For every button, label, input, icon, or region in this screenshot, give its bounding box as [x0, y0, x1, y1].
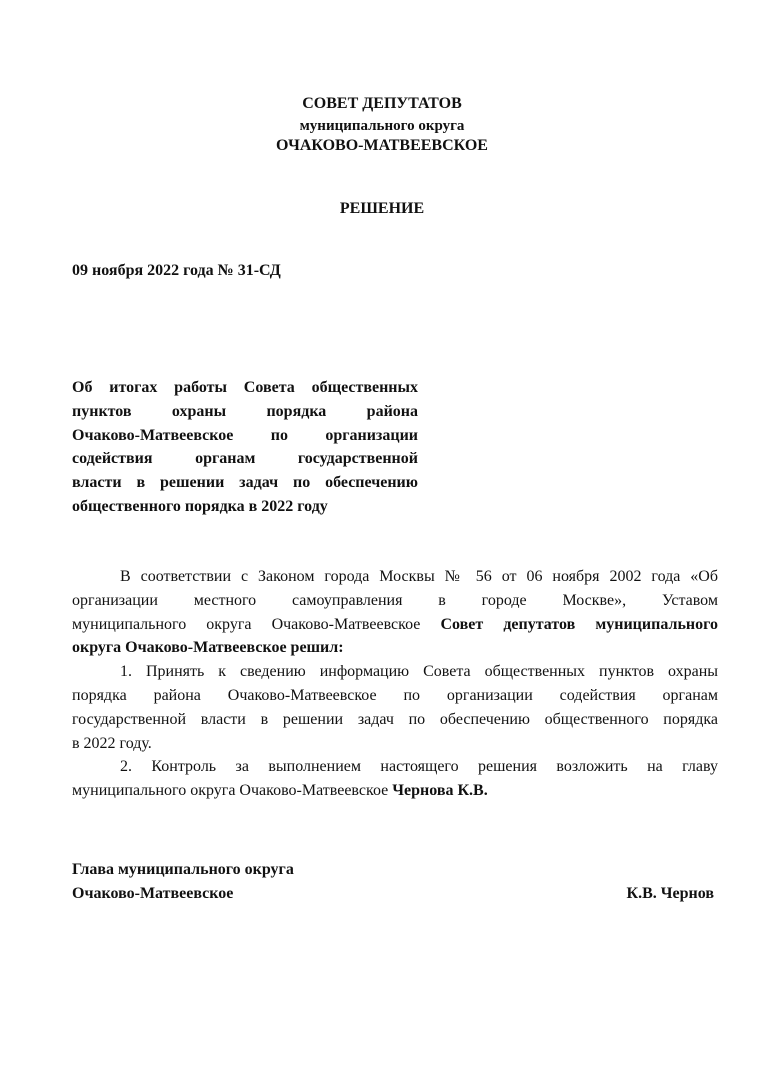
- signature-row-1: [72, 858, 714, 882]
- body-text: муниципального округа Очаково-Матвеевское: [72, 615, 441, 633]
- subject-line: Очаково-Матвеевское по организации: [72, 426, 418, 444]
- body-line: организации местного самоуправления в городе Москве», Уставом: [72, 591, 718, 609]
- subject-line: пунктов охраны порядка района: [72, 402, 418, 420]
- signatory-district: Очаково-Матвеевское: [72, 884, 234, 902]
- item-1-line: государственной власти в решении задач по обеспечению общественного порядка: [72, 710, 718, 728]
- body-line: [72, 636, 718, 660]
- subject-line: общественного порядка в 2022 году: [72, 497, 328, 515]
- council-subtitle: муниципального округа: [299, 118, 465, 134]
- body-bold-text: Совет депутатов муниципального: [440, 615, 718, 633]
- item-2-line: [72, 779, 718, 803]
- document-date-number: 09 ноября 2022 года № 31-СД: [72, 262, 281, 279]
- item-2-line: 2. Контроль за выполнением настоящего решения возложить на главу: [120, 758, 718, 776]
- signatory-name: К.В. Чернов: [626, 884, 714, 902]
- item-1-line: 1. Принять к сведению информацию Совета общественных пунктов охраны: [120, 663, 718, 681]
- council-name: СОВЕТ ДЕПУТАТОВ: [302, 95, 462, 112]
- decision-subject: [72, 376, 418, 519]
- body-line: [72, 613, 718, 637]
- item-1-line: в 2022 году.: [72, 734, 152, 752]
- body-bold-text: Чернова К.В.: [392, 782, 488, 800]
- body-bold-text: округа Очаково-Матвеевское решил:: [72, 639, 344, 657]
- body-line: В соответствии с Законом города Москвы № 56 от 06 ноября 2002 года «Об: [120, 568, 718, 585]
- body-text: муниципального округа Очаково-Матвеевское: [72, 782, 393, 800]
- subject-line: Об итогах работы Совета общественных: [72, 379, 418, 396]
- signatory-title: Глава муниципального округа: [72, 861, 294, 878]
- signature-block: [72, 858, 714, 906]
- signature-row-2: [72, 882, 714, 906]
- decision-body: [72, 565, 718, 803]
- district-name: ОЧАКОВО-МАТВЕЕВСКОЕ: [276, 137, 488, 154]
- subject-line: содействия органам государственной: [72, 450, 418, 468]
- subject-line: власти в решении задач по обеспечению: [72, 474, 418, 492]
- item-1-line: порядка района Очаково-Матвеевское по организации содействия органам: [72, 686, 718, 704]
- document-type: РЕШЕНИЕ: [339, 200, 425, 217]
